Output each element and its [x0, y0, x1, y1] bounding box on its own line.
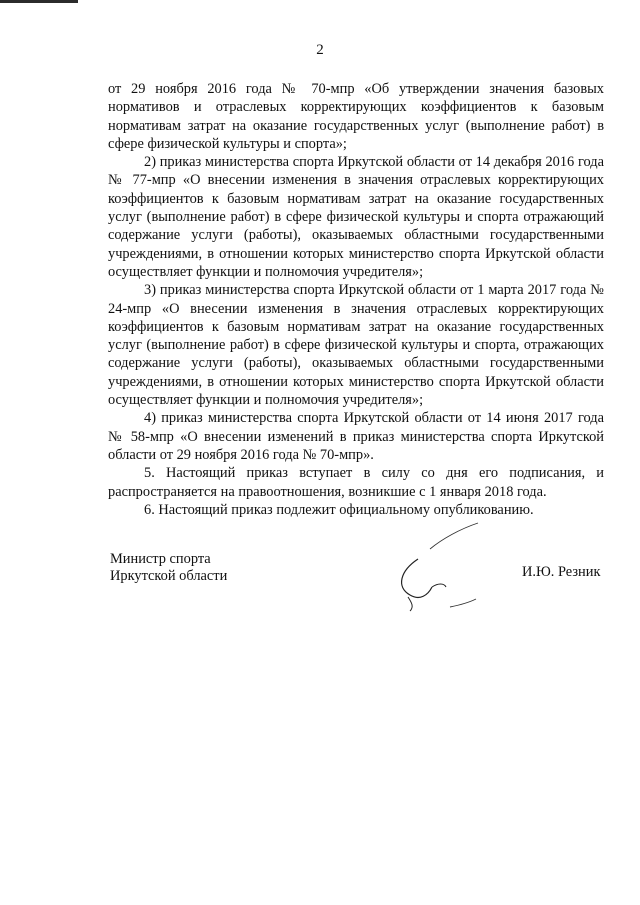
handwritten-signature: [390, 515, 490, 625]
scan-edge-mark: [0, 0, 78, 3]
page-number: 2: [316, 42, 324, 58]
signatory-name: И.Ю. Резник: [522, 564, 601, 580]
paragraph-item-3: 3) приказ министерства спорта Иркутской области от 1 марта 2017 года № 24-мпр «О внесении изменения в значения отраслевых корректирующих коэффициентов к базовым нормативам затрат на оказание государственных услуг (выполнение работ) в сфере физической культуры и спорта, отражающих содержание услуги (работы), оказываемых областными государственными учреждениями, в отношении которых министерство спорта Иркутской области осуществляет функции и полномочия учредителя»;: [108, 282, 604, 409]
paragraph-item-2: 2) приказ министерства спорта Иркутской области от 14 декабря 2016 года № 77-мпр «О внесении изменения в значения отраслевых корректирующих коэффициентов к базовым нормативам затрат на оказание государственных услуг (выполнение работ) в сфере физической культуры и спорта отражающий содержание услуги (работы), оказываемых областными государственными учреждениями, в отношении которых министерство спорта Иркутской области осуществляет функции и полномочия учредителя»;: [108, 154, 604, 280]
paragraph-1-continuation: от 29 ноября 2016 года № 70-мпр «Об утверждении значения базовых нормативов и отраслевых корректирующих коэффициентов к базовым нормативам затрат на оказание государственных услуг (выполнение работ) в сфере физической культуры и спорта»;: [108, 81, 604, 152]
signatory-position-line-2: Иркутской области: [110, 568, 228, 584]
paragraph-item-4: 4) приказ министерства спорта Иркутской области от 14 июня 2017 года № 58-мпр «О внесении изменений в приказ министерства спорта Иркутской области от 29 ноября 2016 года № 70-мпр».: [108, 410, 604, 463]
signatory-position-line-1: Министр спорта: [110, 551, 211, 567]
paragraph-item-5: 5. Настоящий приказ вступает в силу со дня его подписания, и распространяется на правоотношения, возникшие с 1 января 2018 года.: [108, 465, 604, 500]
signatory-position: [110, 551, 227, 585]
document-body: [108, 80, 604, 519]
paragraph-item-6: 6. Настоящий приказ подлежит официальному опубликованию.: [144, 501, 534, 518]
